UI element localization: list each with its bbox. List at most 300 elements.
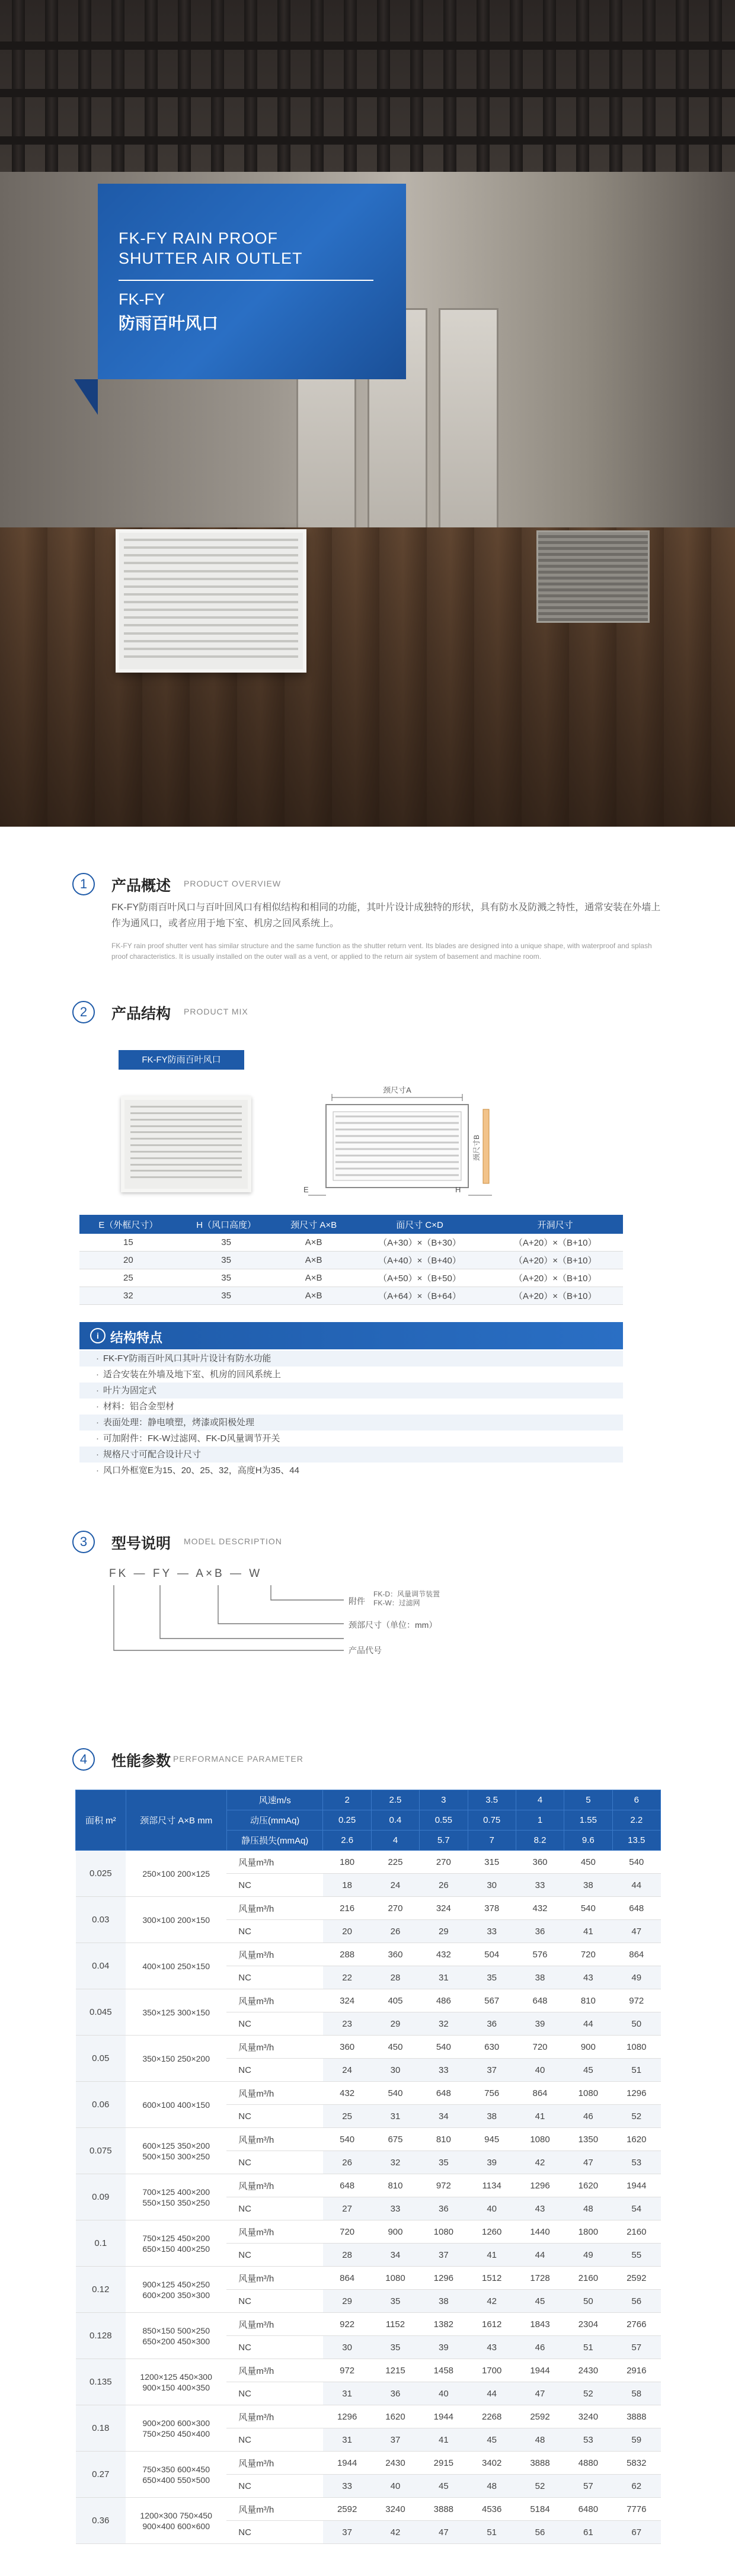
ceiling-slat <box>510 0 523 172</box>
perf-flow-label: 风量m³/h <box>226 2128 323 2151</box>
perf-nc-value: 53 <box>564 2428 612 2452</box>
perf-flow-value: 270 <box>420 1851 468 1874</box>
perf-flow-value: 864 <box>516 2082 564 2105</box>
perf-nc-value: 42 <box>516 2151 564 2174</box>
features-title: 结构特点 <box>110 1330 163 1345</box>
perf-flow-value: 2268 <box>468 2405 516 2428</box>
perf-area: 0.128 <box>76 2313 126 2359</box>
ceiling-beam <box>0 41 735 50</box>
perf-flow-value: 1944 <box>612 2174 660 2197</box>
perf-flow-value: 2304 <box>564 2313 612 2336</box>
perf-nc-value: 33 <box>371 2197 419 2220</box>
perf-header-label: 动压(mmAq) <box>226 1810 323 1831</box>
perf-flow-value: 2766 <box>612 2313 660 2336</box>
perf-header-area: 面积 m² <box>76 1790 126 1851</box>
louver-blade <box>124 593 298 596</box>
spec-cell: A×B <box>276 1287 352 1305</box>
perf-header-value: 3.5 <box>468 1790 516 1810</box>
perf-nc-value: 40 <box>371 2475 419 2498</box>
perf-nc-value: 58 <box>612 2382 660 2405</box>
perf-nc-value: 48 <box>468 2475 516 2498</box>
perf-nc-value: 38 <box>564 1874 612 1897</box>
performance-table-body <box>76 1851 661 2544</box>
perf-header-value: 4 <box>516 1790 564 1810</box>
perf-flow-value: 432 <box>420 1943 468 1966</box>
perf-nc-value: 56 <box>612 2290 660 2313</box>
perf-flow-value: 1612 <box>468 2313 516 2336</box>
perf-flow-value: 1382 <box>420 2313 468 2336</box>
feature-item: · 风口外框宽E为15、20、25、32，高度H为35、44 <box>79 1463 623 1479</box>
perf-nc-value: 34 <box>371 2244 419 2267</box>
connector-type <box>160 1585 344 1639</box>
perf-flow-value: 504 <box>468 1943 516 1966</box>
hero-title-en-line2: SHUTTER AIR OUTLET <box>119 249 303 267</box>
perf-sizes <box>126 2452 226 2498</box>
perf-flow-value: 225 <box>371 1851 419 1874</box>
perf-nc-value: 44 <box>564 2012 612 2036</box>
perf-flow-value: 1080 <box>564 2082 612 2105</box>
spec-cell: （A+40）×（B+40） <box>352 1252 488 1269</box>
perf-flow-label: 风量m³/h <box>226 1943 323 1966</box>
perf-sizes <box>126 2036 226 2082</box>
perf-nc-value: 43 <box>516 2197 564 2220</box>
ceiling-slat <box>244 0 257 172</box>
perf-nc-label: NC <box>226 2428 323 2452</box>
perf-size-line: 700×125 400×200 <box>142 2187 210 2197</box>
features-header <box>79 1322 623 1349</box>
perf-flow-value: 630 <box>468 2036 516 2059</box>
perf-flow-value: 1080 <box>420 2220 468 2244</box>
perf-flow-value: 720 <box>564 1943 612 1966</box>
perf-flow-value: 864 <box>323 2267 371 2290</box>
feature-item: · 适合安装在外墙及地下室、机房的回风系统上 <box>79 1367 623 1383</box>
perf-flow-value: 432 <box>323 2082 371 2105</box>
spec-cell: 35 <box>177 1287 276 1305</box>
perf-nc-value: 56 <box>516 2521 564 2544</box>
perf-row-flow <box>76 1897 661 1920</box>
spec-header-cell: 颈尺寸 A×B <box>276 1215 352 1234</box>
perf-flow-value: 2592 <box>516 2405 564 2428</box>
ceiling-slat <box>145 0 158 172</box>
perf-nc-value: 62 <box>612 2475 660 2498</box>
perf-area: 0.12 <box>76 2267 126 2313</box>
perf-nc-value: 26 <box>420 1874 468 1897</box>
perf-nc-value: 32 <box>371 2151 419 2174</box>
perf-flow-value: 324 <box>420 1897 468 1920</box>
perf-nc-label: NC <box>226 2290 323 2313</box>
perf-sizes <box>126 2498 226 2544</box>
perf-flow-value: 1080 <box>371 2267 419 2290</box>
louver-blade <box>130 1106 242 1108</box>
perf-flow-value: 2430 <box>371 2452 419 2475</box>
perf-flow-label: 风量m³/h <box>226 2267 323 2290</box>
hero-title-code: FK-FY <box>119 290 165 308</box>
perf-flow-value: 216 <box>323 1897 371 1920</box>
perf-row-flow <box>76 2128 661 2151</box>
perf-flow-label: 风量m³/h <box>226 1989 323 2012</box>
perf-flow-label: 风量m³/h <box>226 2220 323 2244</box>
perf-flow-label: 风量m³/h <box>226 1851 323 1874</box>
perf-flow-value: 1260 <box>468 2220 516 2244</box>
perf-nc-value: 38 <box>420 2290 468 2313</box>
perf-area: 0.27 <box>76 2452 126 2498</box>
ceiling-slat <box>377 0 390 172</box>
perf-row-flow <box>76 1943 661 1966</box>
louver-blade <box>130 1119 242 1121</box>
perf-flow-value: 810 <box>420 2128 468 2151</box>
perf-sizes <box>126 2405 226 2452</box>
spec-cell: 35 <box>177 1269 276 1287</box>
perf-nc-value: 29 <box>371 2012 419 2036</box>
perf-flow-value: 5184 <box>516 2498 564 2521</box>
perf-flow-value: 675 <box>371 2128 419 2151</box>
perf-size-line: 750×125 450×200 <box>142 2233 210 2243</box>
ceiling-slat <box>676 0 689 172</box>
perf-flow-value: 2916 <box>612 2359 660 2382</box>
perf-flow-label: 风量m³/h <box>226 1897 323 1920</box>
perf-flow-value: 1080 <box>516 2128 564 2151</box>
perf-flow-value: 1800 <box>564 2220 612 2244</box>
spec-cell: （A+20）×（B+10） <box>487 1287 623 1305</box>
perf-nc-value: 55 <box>612 2244 660 2267</box>
perf-nc-value: 30 <box>371 2059 419 2082</box>
perf-header-value: 2.6 <box>323 1831 371 1851</box>
section-title-en: PRODUCT OVERVIEW <box>184 879 282 888</box>
perf-row-flow <box>76 2082 661 2105</box>
perf-nc-value: 39 <box>468 2151 516 2174</box>
perf-nc-value: 53 <box>612 2151 660 2174</box>
ceiling-slat <box>344 0 357 172</box>
perf-row-flow <box>76 2220 661 2244</box>
perf-nc-value: 51 <box>612 2059 660 2082</box>
perf-nc-value: 35 <box>371 2336 419 2359</box>
perf-nc-value: 48 <box>564 2197 612 2220</box>
perf-nc-value: 42 <box>371 2521 419 2544</box>
perf-flow-value: 450 <box>371 2036 419 2059</box>
feature-item: · FK-FY防雨百叶风口其叶片设计有防水功能 <box>79 1351 623 1367</box>
perf-nc-value: 52 <box>612 2105 660 2128</box>
perf-flow-label: 风量m³/h <box>226 2359 323 2382</box>
perf-nc-value: 31 <box>371 2105 419 2128</box>
dimension-diagram <box>290 1080 522 1204</box>
perf-flow-value: 900 <box>564 2036 612 2059</box>
section-title: 型号说明 <box>111 1535 171 1552</box>
ceiling-slat <box>45 0 58 172</box>
perf-nc-value: 57 <box>564 2475 612 2498</box>
perf-header-value: 7 <box>468 1831 516 1851</box>
feature-item: · 表面处理：静电喷塑，烤漆或阳极处理 <box>79 1415 623 1431</box>
connector-product <box>114 1585 344 1650</box>
perf-size-line: 1200×300 750×450 <box>140 2510 212 2520</box>
perf-flow-value: 648 <box>516 1989 564 2012</box>
perf-flow-value: 432 <box>516 1897 564 1920</box>
feature-item: · 可加附件：FK-W过滤网、FK-D风量调节开关 <box>79 1431 623 1447</box>
performance-table <box>75 1790 661 2544</box>
perf-header-value: 5.7 <box>420 1831 468 1851</box>
hero-title-en <box>119 228 303 268</box>
model-code: FK — FY — A×B — W <box>109 1567 263 1580</box>
ceiling-slat <box>78 0 91 172</box>
perf-flow-value: 2160 <box>612 2220 660 2244</box>
perf-area: 0.03 <box>76 1897 126 1943</box>
louver-blade <box>124 624 298 626</box>
perf-flow-value: 540 <box>564 1897 612 1920</box>
perf-flow-value: 720 <box>323 2220 371 2244</box>
louver-blade <box>130 1157 242 1159</box>
perf-flow-value: 1620 <box>371 2405 419 2428</box>
perf-nc-value: 44 <box>612 1874 660 1897</box>
perf-nc-label: NC <box>226 1966 323 1989</box>
perf-nc-value: 31 <box>323 2382 371 2405</box>
perf-nc-value: 24 <box>323 2059 371 2082</box>
perf-flow-value: 324 <box>323 1989 371 2012</box>
perf-sizes <box>126 2082 226 2128</box>
perf-flow-value: 1512 <box>468 2267 516 2290</box>
hero-title-cn: 防雨百叶风口 <box>119 314 219 332</box>
perf-nc-value: 34 <box>420 2105 468 2128</box>
louver-blade <box>130 1144 242 1146</box>
perf-header-value: 6 <box>612 1790 660 1810</box>
perf-nc-value: 23 <box>323 2012 371 2036</box>
perf-size-line: 500×150 300×250 <box>142 2151 210 2161</box>
louver-blade <box>124 601 298 603</box>
perf-area: 0.05 <box>76 2036 126 2082</box>
perf-nc-label: NC <box>226 1920 323 1943</box>
perf-flow-value: 7776 <box>612 2498 660 2521</box>
perf-nc-value: 45 <box>420 2475 468 2498</box>
perf-nc-value: 28 <box>371 1966 419 1989</box>
perf-flow-value: 1080 <box>612 2036 660 2059</box>
product-tag: FK-FY防雨百叶风口 <box>119 1050 244 1070</box>
perf-header-value: 13.5 <box>612 1831 660 1851</box>
perf-nc-value: 36 <box>420 2197 468 2220</box>
perf-size-line: 350×150 250×200 <box>142 2053 210 2063</box>
spec-row <box>79 1252 623 1269</box>
perf-nc-value: 37 <box>323 2521 371 2544</box>
perf-header-value: 0.55 <box>420 1810 468 1831</box>
perf-nc-label: NC <box>226 2336 323 2359</box>
perf-size-line: 900×200 600×300 <box>142 2418 210 2428</box>
perf-flow-value: 972 <box>323 2359 371 2382</box>
perf-area: 0.075 <box>76 2128 126 2174</box>
perf-nc-value: 38 <box>516 1966 564 1989</box>
spec-cell: 25 <box>79 1269 177 1287</box>
louver-blade <box>124 562 298 564</box>
ceiling-slat <box>443 0 456 172</box>
perf-nc-value: 35 <box>420 2151 468 2174</box>
perf-sizes <box>126 2359 226 2405</box>
spec-header-cell: 开洞尺寸 <box>487 1215 623 1234</box>
perf-area: 0.135 <box>76 2359 126 2405</box>
perf-nc-value: 28 <box>323 2244 371 2267</box>
overview-text-cn: FK-FY防雨百叶风口与百叶回风口有相似结构和相同的功能，其叶片设计成独特的形状，具有防水及防溅之特性，通常安装在外墙上作为通风口，或者应用于地下室、机房之回风系统上。 <box>111 903 661 929</box>
perf-flow-value: 1296 <box>420 2267 468 2290</box>
perf-sizes <box>126 1851 226 1897</box>
perf-nc-value: 20 <box>323 1920 371 1943</box>
perf-header-label: 风速m/s <box>226 1790 323 1810</box>
spec-cell: 32 <box>79 1287 177 1305</box>
perf-nc-value: 42 <box>468 2290 516 2313</box>
wall-vent-image <box>536 530 650 623</box>
perf-flow-label: 风量m³/h <box>226 2498 323 2521</box>
ceiling-slat <box>576 0 589 172</box>
accessory-option-d: FK-D：风量调节装置 <box>373 1590 440 1598</box>
section-number: 4 <box>72 1748 95 1771</box>
perf-flow-label: 风量m³/h <box>226 2036 323 2059</box>
perf-header-value: 4 <box>371 1831 419 1851</box>
spec-header-cell: E（外框尺寸） <box>79 1215 177 1234</box>
perf-nc-label: NC <box>226 2197 323 2220</box>
spec-cell: A×B <box>276 1234 352 1252</box>
perf-header-value: 2.2 <box>612 1810 660 1831</box>
perf-nc-value: 39 <box>420 2336 468 2359</box>
dim-label-a: 颈尺寸A <box>383 1086 411 1095</box>
perf-nc-value: 50 <box>564 2290 612 2313</box>
perf-sizes <box>126 1943 226 1989</box>
perf-flow-value: 3402 <box>468 2452 516 2475</box>
spec-cell: （A+64）×（B+64） <box>352 1287 488 1305</box>
louver-blade <box>130 1112 242 1114</box>
perf-flow-value: 4880 <box>564 2452 612 2475</box>
ceiling-slat <box>543 0 556 172</box>
ceiling-slat <box>709 0 722 172</box>
louver-blade <box>124 616 298 619</box>
perf-area: 0.025 <box>76 1851 126 1897</box>
perf-row-flow <box>76 2405 661 2428</box>
perf-header-value: 3 <box>420 1790 468 1810</box>
feature-item: · 叶片为固定式 <box>79 1383 623 1399</box>
ceiling-slat <box>12 0 25 172</box>
perf-size-line: 900×400 600×600 <box>142 2521 210 2531</box>
perf-sizes <box>126 2313 226 2359</box>
perf-header-value: 5 <box>564 1790 612 1810</box>
spec-cell: （A+20）×（B+10） <box>487 1269 623 1287</box>
perf-area: 0.18 <box>76 2405 126 2452</box>
perf-nc-value: 31 <box>420 1966 468 1989</box>
model-accessory-sub <box>373 1590 440 1608</box>
perf-nc-value: 35 <box>468 1966 516 1989</box>
perf-flow-value: 1728 <box>516 2267 564 2290</box>
perf-nc-value: 40 <box>516 2059 564 2082</box>
louver-blade <box>124 546 298 549</box>
spec-cell: 35 <box>177 1252 276 1269</box>
perf-flow-label: 风量m³/h <box>226 2405 323 2428</box>
perf-flow-value: 1296 <box>612 2082 660 2105</box>
perf-flow-value: 6480 <box>564 2498 612 2521</box>
perf-nc-value: 40 <box>420 2382 468 2405</box>
perf-nc-value: 47 <box>612 1920 660 1943</box>
perf-row-flow <box>76 1989 661 2012</box>
louver-blade <box>124 539 298 541</box>
spec-cell: 20 <box>79 1252 177 1269</box>
perf-flow-value: 2430 <box>564 2359 612 2382</box>
perf-nc-value: 33 <box>468 1920 516 1943</box>
perf-nc-label: NC <box>226 2521 323 2544</box>
perf-nc-value: 37 <box>468 2059 516 2082</box>
louver-blade <box>130 1125 242 1127</box>
perf-flow-value: 922 <box>323 2313 371 2336</box>
perf-nc-value: 29 <box>420 1920 468 1943</box>
perf-nc-value: 52 <box>516 2475 564 2498</box>
louver-blade <box>124 655 298 658</box>
perf-header-value: 0.4 <box>371 1810 419 1831</box>
model-neck-label: 颈部尺寸（单位：mm） <box>349 1620 437 1630</box>
connector-neck <box>218 1585 344 1624</box>
spec-cell: A×B <box>276 1269 352 1287</box>
dim-label-b: 颈尺寸B <box>472 1134 481 1161</box>
perf-flow-value: 1440 <box>516 2220 564 2244</box>
louver-blade <box>130 1176 242 1178</box>
perf-nc-value: 36 <box>516 1920 564 1943</box>
perf-area: 0.045 <box>76 1989 126 2036</box>
section-title-en: PERFORMANCE PARAMETER <box>173 1754 303 1764</box>
perf-flow-value: 3240 <box>371 2498 419 2521</box>
perf-nc-value: 30 <box>323 2336 371 2359</box>
spec-cell: （A+30）×（B+30） <box>352 1234 488 1252</box>
perf-row-flow <box>76 2267 661 2290</box>
perf-flow-value: 1700 <box>468 2359 516 2382</box>
perf-nc-value: 24 <box>371 1874 419 1897</box>
spec-cell: （A+20）×（B+10） <box>487 1234 623 1252</box>
perf-flow-value: 3888 <box>516 2452 564 2475</box>
perf-header-value: 1 <box>516 1810 564 1831</box>
model-product-label: 产品代号 <box>349 1646 382 1655</box>
perf-size-line: 650×200 450×300 <box>142 2336 210 2346</box>
perf-flow-value: 576 <box>516 1943 564 1966</box>
perf-row-flow <box>76 2359 661 2382</box>
perf-flow-value: 945 <box>468 2128 516 2151</box>
section-number: 1 <box>72 873 95 895</box>
spec-cell: （A+20）×（B+10） <box>487 1252 623 1269</box>
perf-nc-value: 41 <box>420 2428 468 2452</box>
hero-divider <box>119 280 373 281</box>
perf-nc-value: 26 <box>323 2151 371 2174</box>
spec-table-body <box>79 1234 623 1305</box>
perf-nc-value: 51 <box>564 2336 612 2359</box>
louver-blade <box>130 1151 242 1153</box>
perf-nc-value: 47 <box>564 2151 612 2174</box>
overview-text-en: FK-FY rain proof shutter vent has similar structure and the same function as the shutter return vent. Its blades are designed into a unique shape, with waterproof and splash proof characteristics. It is usually installed on the outer wall as a vent, or applied to the return air system of basement and machine room. <box>111 942 652 961</box>
perf-size-line: 1200×125 450×300 <box>140 2372 212 2382</box>
perf-nc-label: NC <box>226 2382 323 2405</box>
connector-accessory <box>271 1585 344 1600</box>
perf-size-line: 600×125 350×200 <box>142 2140 210 2151</box>
frame-inner <box>333 1112 461 1180</box>
perf-flow-value: 360 <box>371 1943 419 1966</box>
perf-nc-label: NC <box>226 2105 323 2128</box>
perf-nc-label: NC <box>226 2059 323 2082</box>
perf-flow-value: 1350 <box>564 2128 612 2151</box>
feature-item: · 规格尺寸可配合设计尺寸 <box>79 1447 623 1463</box>
perf-size-line: 900×150 400×350 <box>142 2382 210 2392</box>
feature-item: · 材料：铝合金型材 <box>79 1399 623 1415</box>
perf-flow-value: 1152 <box>371 2313 419 2336</box>
perf-header-label: 静压损失(mmAq) <box>226 1831 323 1851</box>
perf-flow-value: 1296 <box>323 2405 371 2428</box>
perf-header-value: 0.75 <box>468 1810 516 1831</box>
perf-flow-value: 864 <box>612 1943 660 1966</box>
perf-nc-value: 49 <box>564 2244 612 2267</box>
perf-header-row <box>76 1790 661 1810</box>
spec-row <box>79 1269 623 1287</box>
louver-blade <box>124 609 298 611</box>
perf-flow-label: 风量m³/h <box>226 2313 323 2336</box>
spec-cell: （A+50）×（B+50） <box>352 1269 488 1287</box>
perf-flow-value: 648 <box>420 2082 468 2105</box>
perf-size-line: 600×100 400×150 <box>142 2100 210 2110</box>
perf-size-line: 600×200 350×300 <box>142 2290 210 2300</box>
spec-table <box>79 1215 623 1305</box>
